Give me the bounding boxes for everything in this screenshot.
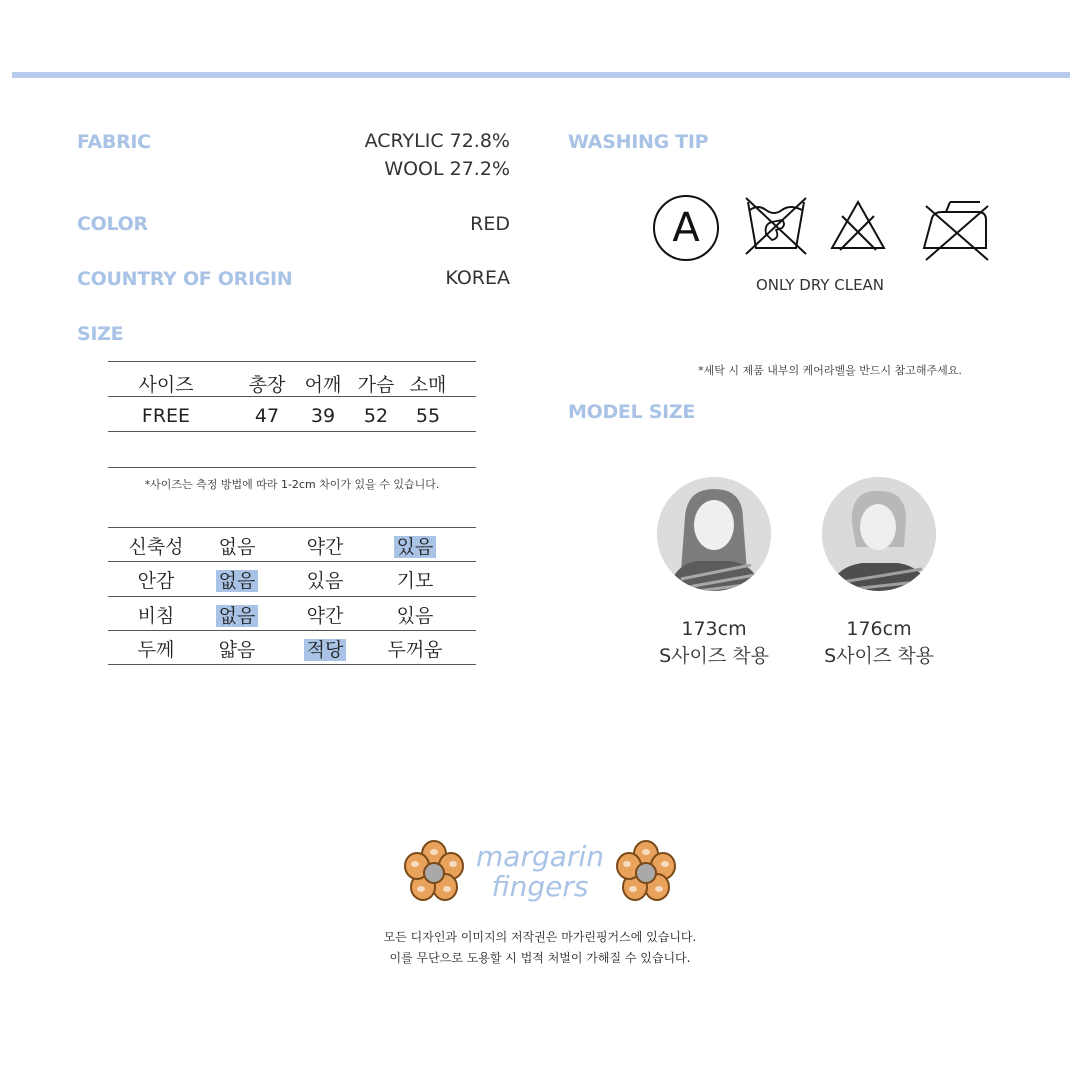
color-value: RED [470,213,510,235]
size-value-cell: 39 [310,405,336,427]
size-value-cell: FREE [141,405,191,427]
table-rule [108,664,476,665]
washing-tip-label: WASHING TIP [568,131,709,153]
feel-option-selected: 있음 [394,536,437,558]
copyright-line-1: 모든 디자인과 이미지의 저작권은 마가린핑거스에 있습니다. [383,930,697,944]
flower-logo-icon [614,840,678,904]
feel-option-selected: 없음 [216,570,259,592]
size-value-cell: 55 [415,405,441,427]
feel-option-selected: 적당 [304,639,347,661]
feel-option: 두꺼움 [387,639,443,661]
model-fit: S사이즈 착용 [659,645,769,667]
brand-logo-text [466,842,614,902]
table-rule [108,527,476,528]
model-height: 173cm [681,618,747,640]
size-label: SIZE [77,323,124,345]
copyright-line-2: 이를 무단으로 도용할 시 법적 처벌이 가해질 수 있습니다. [389,951,691,965]
size-header-cell: 사이즈 [138,374,194,396]
copyright-notice [290,927,790,969]
model-photo-1 [657,477,771,591]
washing-note: *세탁 시 제품 내부의 케어라벨을 반드시 참고해주세요. [698,364,962,377]
size-header-cell: 소매 [409,374,447,396]
brand-line-2: fingers [491,870,589,903]
feel-option: 약간 [306,536,344,558]
washing-caption: ONLY DRY CLEAN [755,276,885,294]
feel-option-selected: 없음 [216,605,259,627]
table-rule [108,361,476,362]
feel-option: 없음 [218,536,256,558]
no-bleach-icon [828,196,888,254]
feel-option: 있음 [306,570,344,592]
feel-option: 기모 [396,570,434,592]
size-header-cell: 총장 [248,374,286,396]
note-rule [108,467,476,468]
feel-option: 얇음 [218,639,256,661]
model-caption-1 [654,616,774,670]
brand-line-1: margarin [476,840,604,873]
model-caption-2 [819,616,939,670]
size-note: *사이즈는 측정 방법에 따라 1-2cm 차이가 있을 수 있습니다. [144,478,440,491]
model-photo-2 [822,477,936,591]
table-rule [108,431,476,432]
model-fit: S사이즈 착용 [824,645,934,667]
feel-row-label: 신축성 [128,536,184,558]
origin-label: COUNTRY OF ORIGIN [77,268,293,290]
no-iron-icon [916,198,996,264]
feel-row-label: 비침 [137,605,175,627]
size-header-cell: 가슴 [357,374,395,396]
table-rule [108,561,476,562]
size-value-cell: 52 [363,405,389,427]
feel-option: 있음 [396,605,434,627]
table-rule [108,396,476,397]
model-height: 176cm [846,618,912,640]
fabric-value-1: ACRYLIC 72.8% [364,130,510,152]
fabric-value-2: WOOL 27.2% [384,158,510,180]
feel-option: 약간 [306,605,344,627]
feel-row-label: 두께 [137,639,175,661]
size-header-cell: 어깨 [304,374,342,396]
origin-value: KOREA [445,267,510,289]
svg-text:A: A [672,205,700,251]
color-label: COLOR [77,213,148,235]
no-hand-wash-icon [742,194,810,258]
size-value-cell: 47 [254,405,280,427]
top-divider-bar [12,72,1070,78]
feel-row-label: 안감 [137,570,175,592]
table-rule [108,630,476,631]
table-rule [108,596,476,597]
fabric-label: FABRIC [77,131,151,153]
dry-clean-a-icon [650,192,726,264]
model-size-label: MODEL SIZE [568,401,696,423]
flower-logo-icon [402,840,466,904]
